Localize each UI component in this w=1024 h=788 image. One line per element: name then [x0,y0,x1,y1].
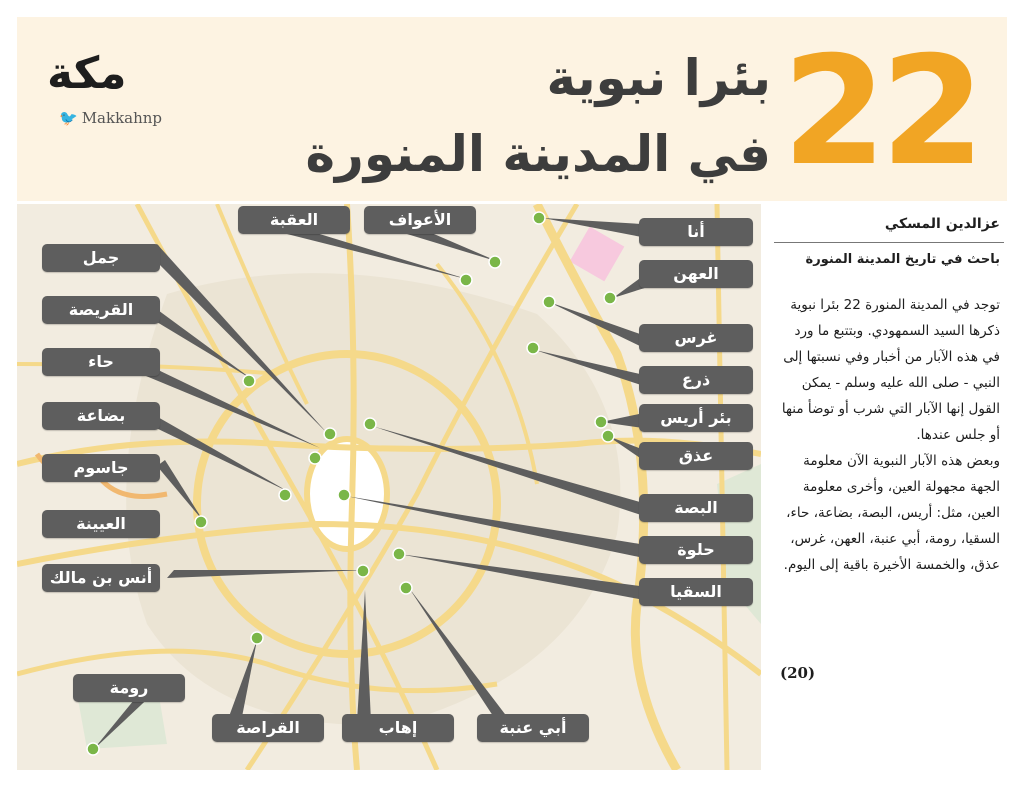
well-label-athq[interactable]: عذق [639,442,753,470]
well-label-ayina[interactable]: العيينة [42,510,160,538]
medina-map [17,204,761,770]
twitter-bird-icon: 🐦 [59,109,78,127]
author-name: عزالدين المسكي [884,216,1000,232]
well-label-hulwa[interactable]: حلوة [639,536,753,564]
twitter-handle-text: Makkahnp [81,109,163,127]
newspaper-logo: مكة [47,48,127,99]
well-label-abi-anaba[interactable]: أبي عنبة [477,714,589,742]
twitter-handle[interactable] [59,109,162,127]
well-label-busa[interactable]: البصة [639,494,753,522]
well-label-jasum[interactable]: جاسوم [42,454,160,482]
page-number: (20) [780,664,816,682]
well-label-anas[interactable]: أنس بن مالك [42,564,160,592]
well-label-ana[interactable]: أنا [639,218,753,246]
article-body [774,292,1000,578]
well-label-quraisa[interactable]: القريصة [42,296,160,324]
article-paragraph-2: وبعض هذه الآبار النبوية الآن معلومة الجهة مجهولة العين، وأخرى معلومة العين، مثل: أريس، البصة، بضاعة، حاء، السقيا، رومة، أبي عنبة، العهن، غرس، عذق، والخمسة الأخيرة باقية إلى اليوم. [783,453,1000,573]
headline-title-line2: في المدينة المنورة [305,125,771,183]
author-role: باحث في تاريخ المدينة المنورة [805,252,1000,267]
well-label-aawaf[interactable]: الأعواف [364,206,476,234]
well-label-ghars[interactable]: غرس [639,324,753,352]
well-label-qurasa[interactable]: القراصة [212,714,324,742]
well-label-ihab[interactable]: إهاب [342,714,454,742]
well-label-ahn[interactable]: العهن [639,260,753,288]
well-label-jamal[interactable]: جمل [42,244,160,272]
well-label-aris[interactable]: بئر أريس [639,404,753,432]
well-label-haa[interactable]: حاء [42,348,160,376]
headline-title-line1: بئرا نبوية [546,49,771,107]
headline-number: 22 [782,25,979,199]
article-panel [768,204,1004,770]
article-paragraph-1: توجد في المدينة المنورة 22 بئرا نبوية ذكرها السيد السمهودي. وبتتبع ما ورد في هذه الآبار من أخبار وفي نسبتها إلى النبي - صلى الله عليه وسلم - يمكن القول إنها الآبار التي شرب أو توضأ منها أو جلس عندها. [781,297,1000,443]
divider [774,242,1004,243]
well-label-budaa[interactable]: بضاعة [42,402,160,430]
header-banner [17,17,1007,201]
well-label-aqaba[interactable]: العقبة [238,206,350,234]
well-label-dhar[interactable]: ذرع [639,366,753,394]
well-label-ruma[interactable]: رومة [73,674,185,702]
well-label-suqya[interactable]: السقيا [639,578,753,606]
